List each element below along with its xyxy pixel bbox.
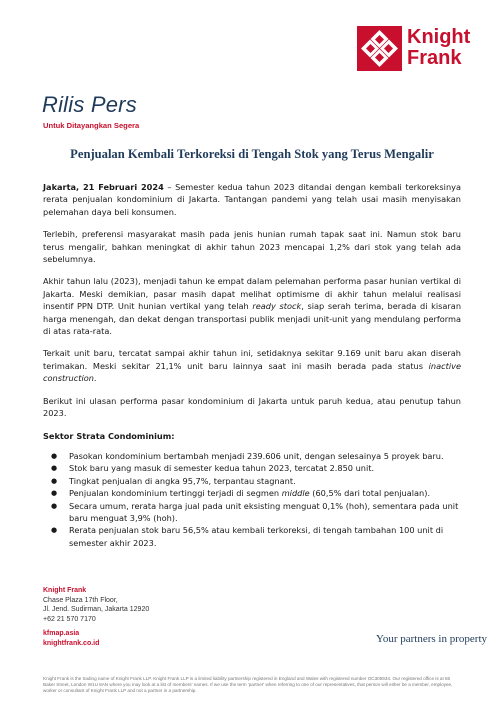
logo-line1: Knight [407,26,471,48]
bullet-item-3: ● Tingkat penjualan di angka 95,7%, terpantau stagnant. [43,475,461,487]
footer-link-website[interactable]: knightfrank.co.id [43,640,100,648]
middle-term: middle [281,488,310,499]
bullet-item-4 [43,487,461,499]
footer-tagline: Your partners in property [376,633,488,645]
logo-line2: Frank [407,47,462,69]
ready-stock-term: ready stock [252,301,302,312]
footer-phone: +62 21 570 7170 [43,615,96,623]
bullet-4-part-a: Penjualan kondominium tertinggi terjadi di segmen [69,488,282,499]
dateline: Jakarta, 21 Februari 2024 [43,182,164,192]
page-title: Rilis Pers [42,92,137,117]
paragraph-4-part-b: . [93,373,97,384]
paragraph-5: Berikut ini ulasan performa pasar kondominium di Jakarta untuk paruh kedua, atau penutup tahun 2023. [43,395,461,419]
section-title: Sektor Strata Condominium: [43,430,175,441]
paragraph-3 [43,275,461,337]
logo-wordmark [407,27,470,69]
bullet-item-5: ● Secara umum, rerata harga jual pada unit eksisting menguat 0,1% (hoh), sementara pada unit baru menguat 3,9% (hoh). [43,500,461,525]
paragraph-2: Terlebih, preferensi masyarakat masih pada jenis hunian rumah tapak saat ini. Namun stok baru terus mengalir, bahkan meningkat di akhir tahun 2023 mencapai 1,2% dari stok yang telah ada sebelumnya. [43,229,461,265]
footer-disclaimer: Knight Frank is the trading name of Knight Frank LLP. Knight Frank LLP is a limited liability partnership registered in England and Wales with registered number OC305934. Our registered office is at 55 Baker Street, London W1U 8AN where you may look at a list of members' names. If we use the term 'partner' when referring to one of our representatives, that person will either be a member, employee, worker or consultant of Knight Frank LLP and not a partner in a partnership. [43,676,453,693]
footer-brand: Knight Frank [43,587,87,594]
knight-frank-logo [357,26,477,72]
paragraph-4 [43,347,461,384]
paragraph-4-part-a: Terkait unit baru, tercatat sampai akhir tahun ini, setidaknya sekitar 9.169 unit baru akan diserah terimakan. Meski sekitar 21,1% unit baru lainnya saat ini masih berada pada status [43,348,461,371]
bullet-item-1: ● Pasokan kondominium bertambah menjadi 239.606 unit, dengan selesainya 5 proyek baru. [43,450,461,462]
paragraph-1 [43,181,461,218]
knight-frank-logo-mark-icon [357,26,402,71]
headline: Penjualan Kembali Terkoreksi di Tengah Stok yang Terus Mengalir [70,147,434,161]
bullet-4-part-b: (60,5% dari total penjualan). [309,488,431,499]
article-body [43,181,461,549]
footer-link-kfmap[interactable]: kfmap.asia [43,630,80,638]
inactive-construction-term: inactive construction [43,360,461,384]
footer-address-line-1: Chase Plaza 17th Floor, [43,597,118,604]
bullet-list [43,450,461,549]
footer-address-line-2: Jl. Jend. Sudirman, Jakarta 12920 [43,606,150,614]
paragraph-1-text: – Semester kedua tahun 2023 ditandai dengan kembali terkoreksinya rerata penjualan kondominium di Jakarta. Tantangan pandemi yang telah usai masih menyisakan pelemahan daya beli konsumen. [43,182,461,217]
paragraph-3-part-b: , siap serah terima, berada di kisaran harga menengah, dan dekat dengan transportasi publik menjadi unit-unit yang mendulang performa di atas rata-rata. [43,301,462,337]
bullet-item-6: ● Rerata penjualan stok baru 56,5% atau kembali terkoreksi, di tengah tambahan 100 unit di semester akhir 2023. [43,524,461,549]
bullet-item-2: ● Stok baru yang masuk di semester kedua tahun 2023, tercatat 2.850 unit. [43,462,461,474]
paragraph-3-part-a: Akhir tahun lalu (2023), menjadi tahun ke empat dalam pelemahan performa pasar hunian vertikal di Jakarta. Meski demikian, pasar masih dapat melihat optimisme di akhir tahun melalui realisasi insentif PPN DTP. Unit hunian vertikal yang telah [43,276,461,312]
embargo-label: Untuk Ditayangkan Segera [43,121,140,130]
